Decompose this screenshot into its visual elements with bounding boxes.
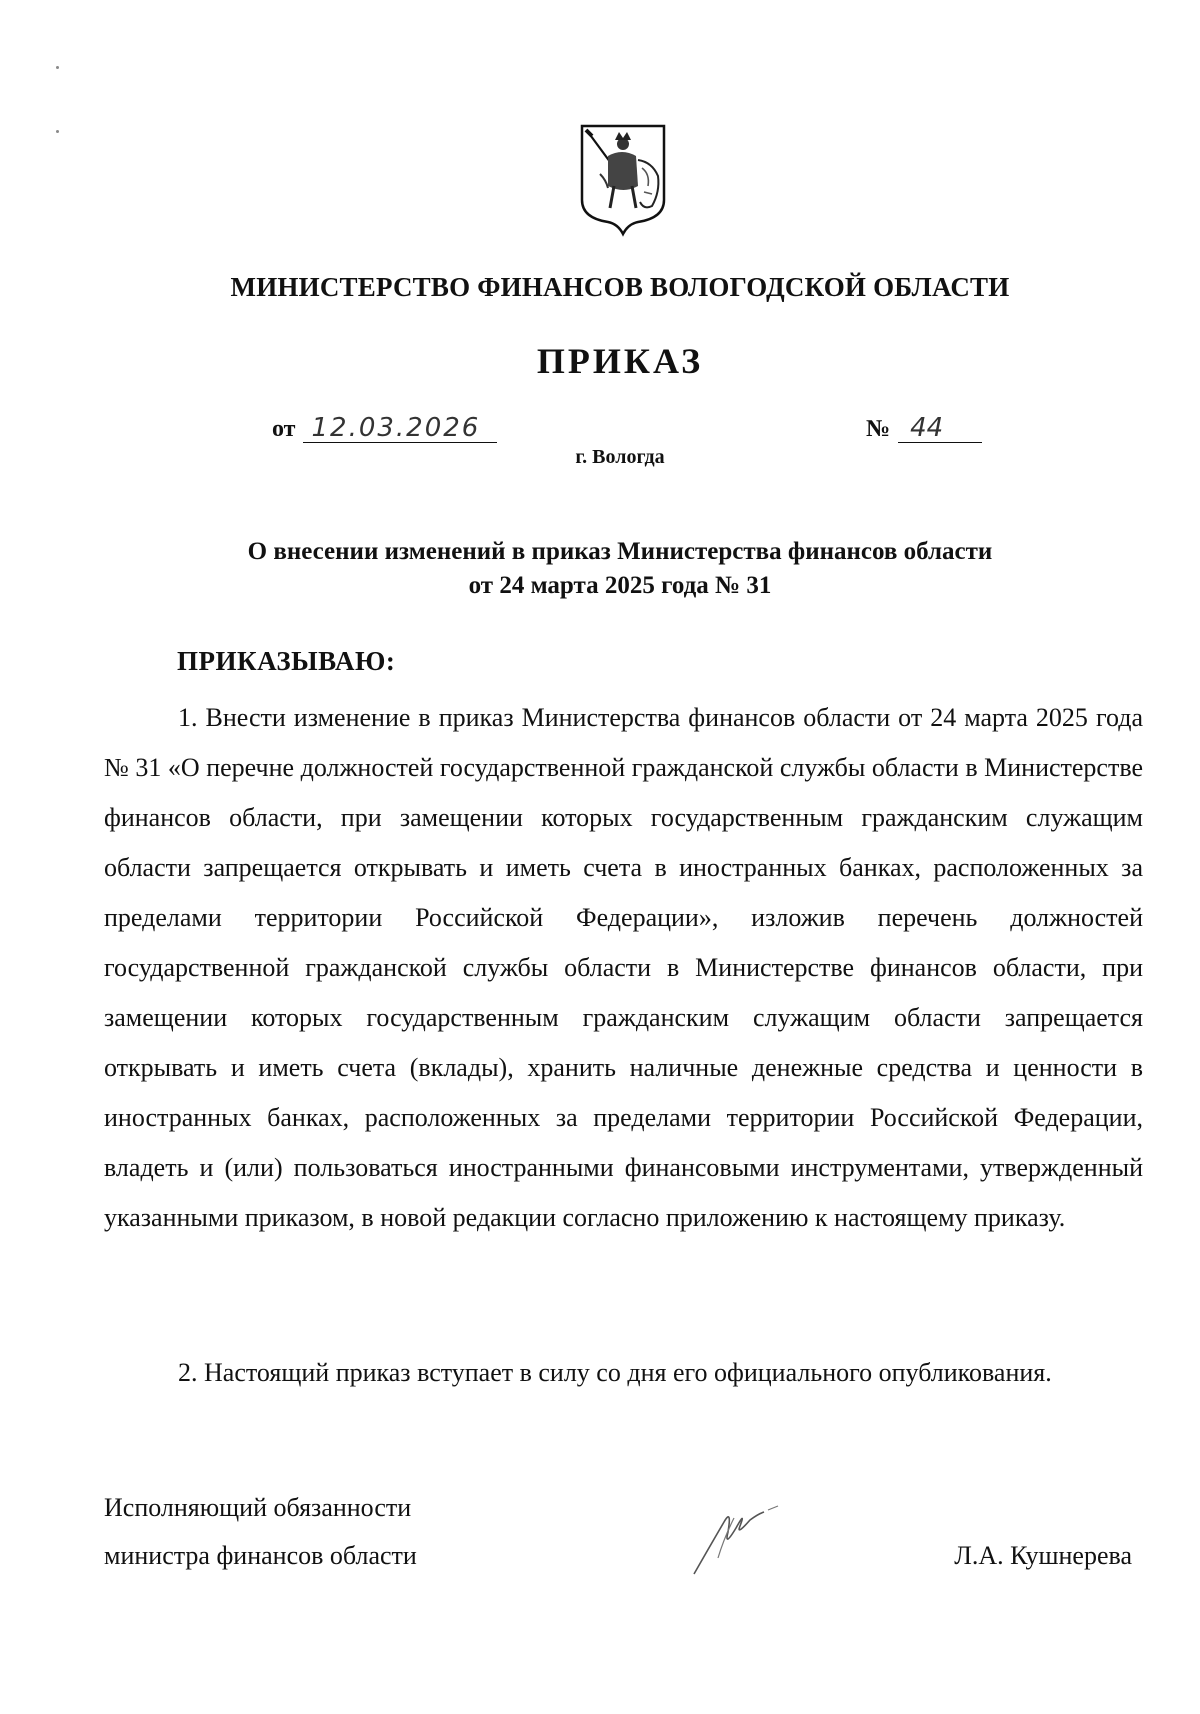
city: г. Вологда	[575, 446, 665, 468]
number-value: 44	[898, 414, 982, 443]
ministry-name: МИНИСТЕРСТВО ФИНАНСОВ ВОЛОГОДСКОЙ ОБЛАСТИ	[230, 272, 1010, 302]
signer-position	[104, 1484, 417, 1580]
date-line	[272, 414, 497, 443]
paragraph-1: 1. Внести изменение в приказ Министерства финансов области от 24 марта 2025 года № 31 «О перечне должностей государственной гражданской службы области в Министерстве финансов области, при замещении которых государственным гражданским служащим области запрещается открывать и иметь счета в иностранных банках, расположенных за пределами территории Российской Федерации», изложив перечень должностей государственной гражданской службы области в Министерстве финансов области, при замещении которых государственным гражданским служащим области запрещается открывать и иметь счета (вклады), хранить наличные денежные средства и ценности в иностранных банках, расположенных за пределами территории Российской Федерации, владеть и (или) пользоваться иностранными финансовыми инструментами, утвержденный указанными приказом, в новой редакции согласно приложению к настоящему приказу.	[104, 703, 1143, 1232]
signer-name: Л.А. Кушнерева	[954, 1541, 1132, 1570]
order-title-line-1: О внесении изменений в приказ Министерства финансов области	[247, 538, 993, 565]
number-prefix: №	[866, 416, 891, 442]
number-line	[866, 414, 982, 443]
order-word: ПРИКАЗЫВАЮ:	[177, 646, 396, 676]
signer-position-line-2: министра финансов области	[104, 1541, 417, 1570]
handwritten-signature-icon	[688, 1488, 798, 1578]
paragraph-2: 2. Настоящий приказ вступает в силу со дня его официального опубликования.	[178, 1358, 1052, 1387]
order-title	[150, 535, 1090, 603]
date-prefix: от	[272, 416, 296, 442]
document-type: ПРИКАЗ	[536, 341, 704, 381]
order-title-line-2: от 24 марта 2025 года № 31	[468, 572, 772, 599]
date-value: 12.03.2026	[303, 414, 497, 443]
coat-of-arms-icon	[578, 122, 668, 238]
signer-position-line-1: Исполняющий обязанности	[104, 1493, 412, 1522]
scan-speck	[56, 130, 59, 133]
scan-speck	[56, 66, 59, 69]
